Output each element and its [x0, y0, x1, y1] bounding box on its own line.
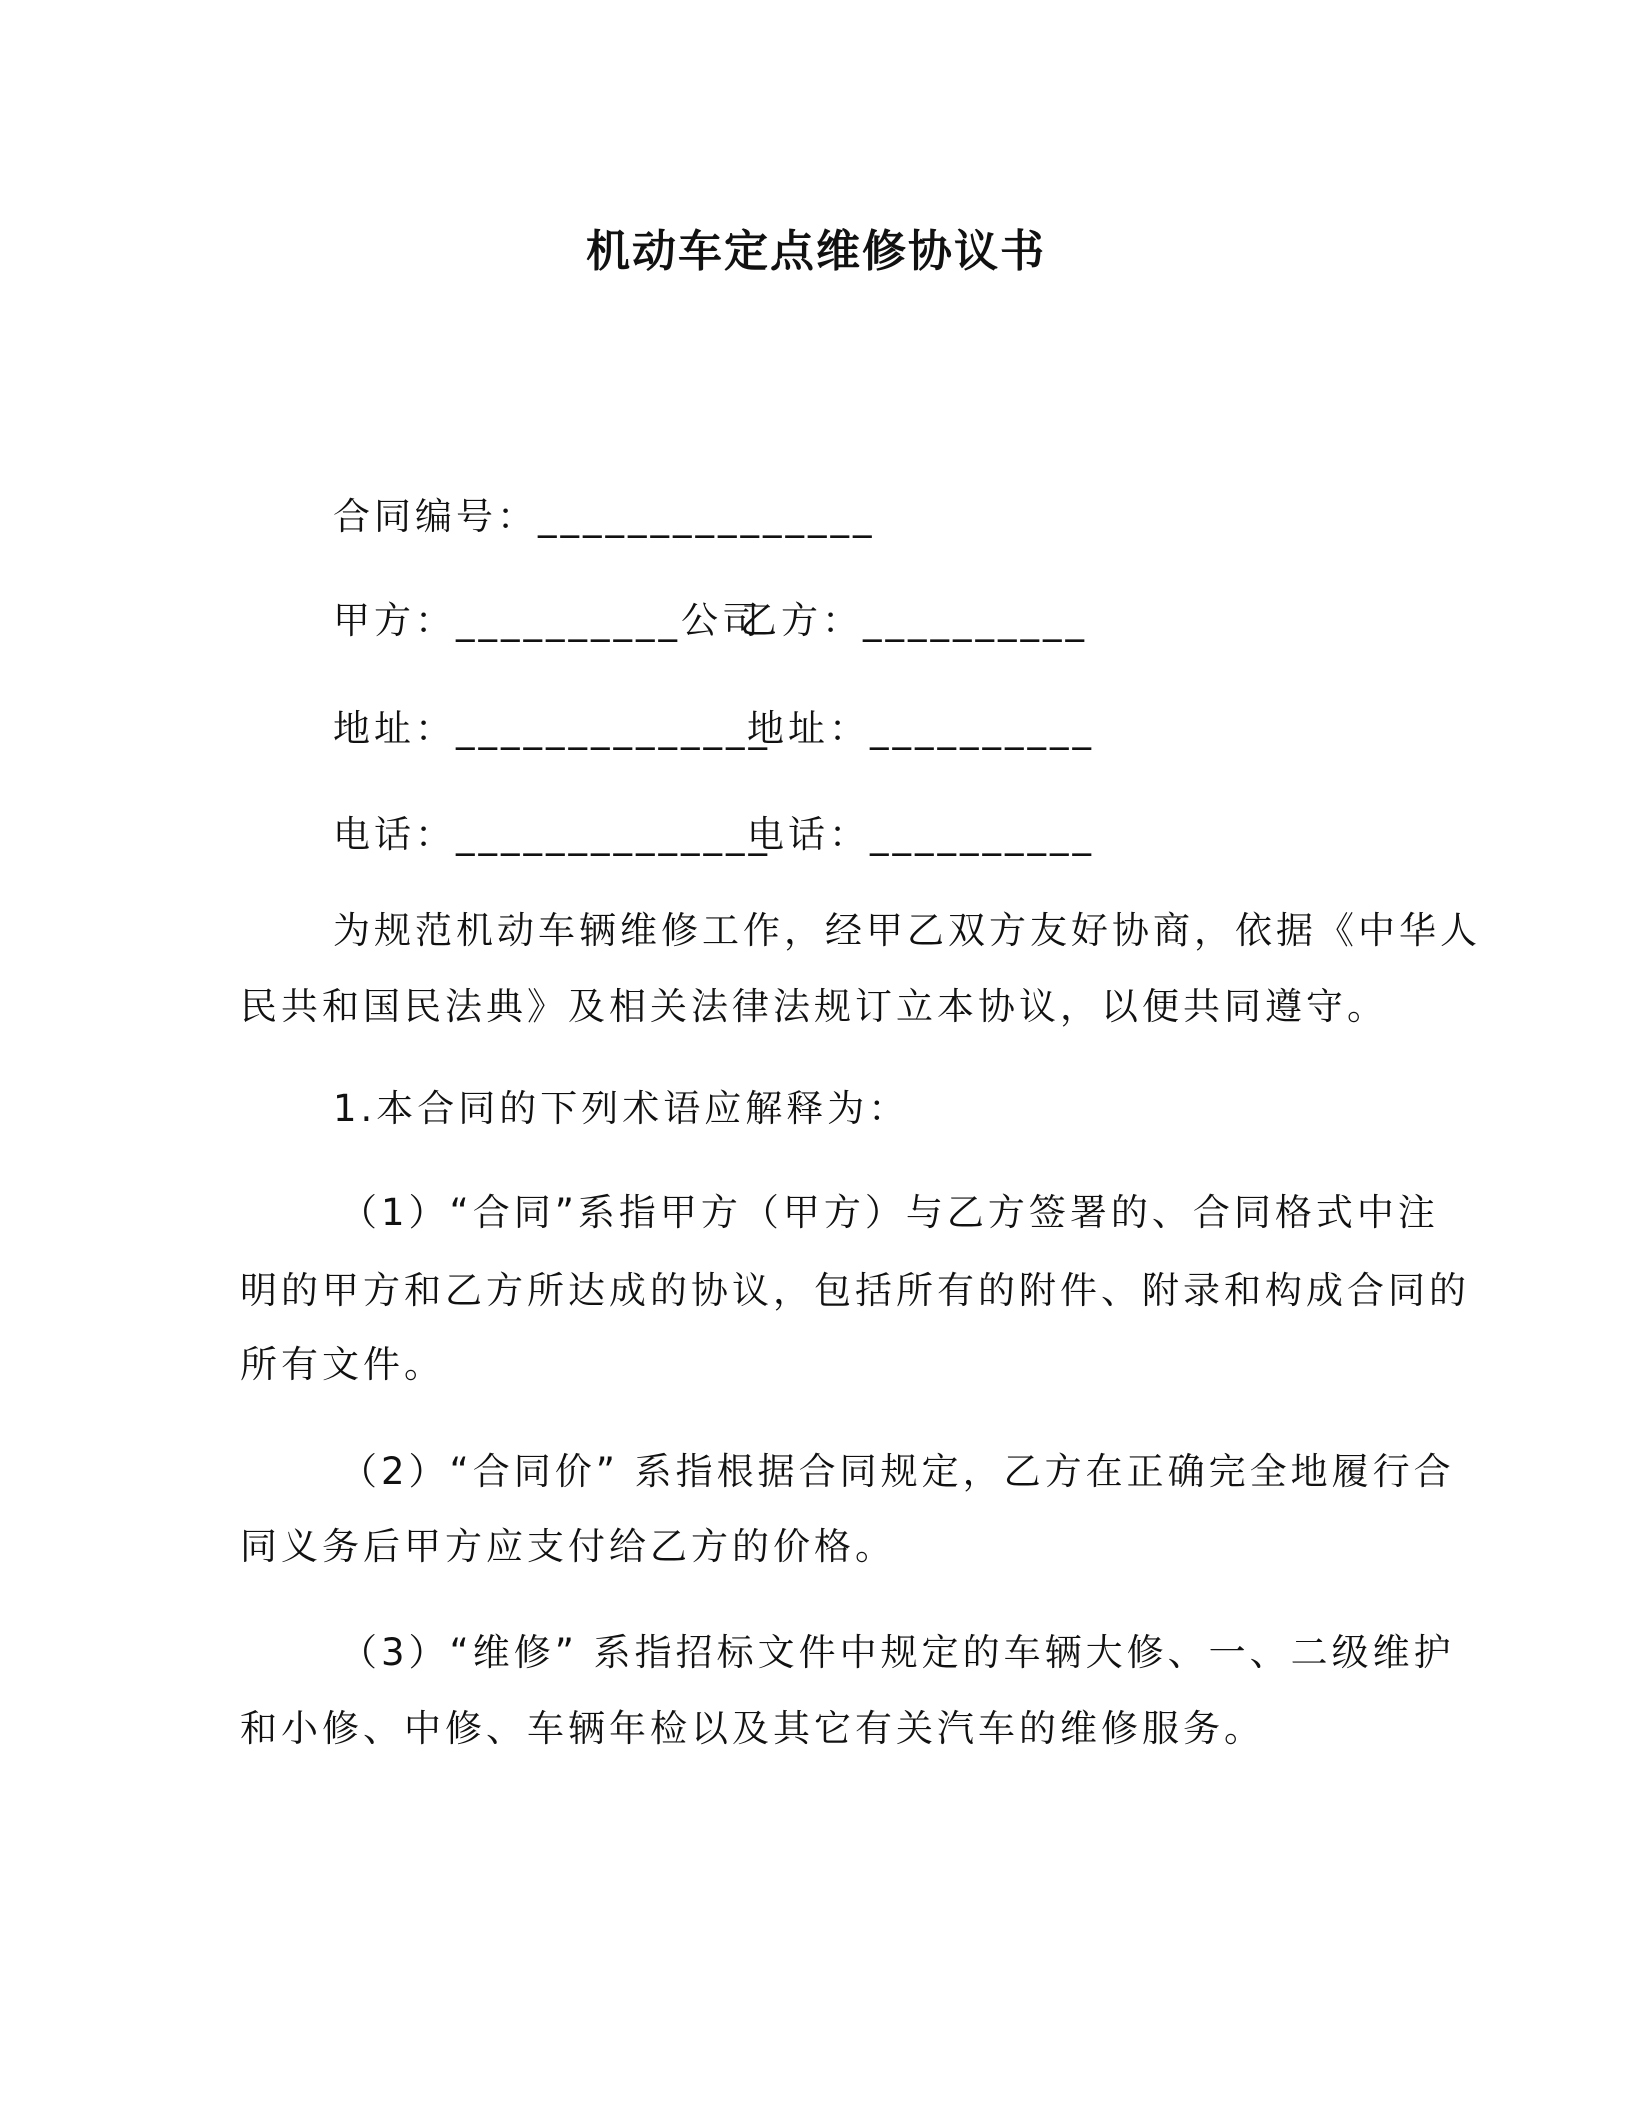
party-b-phone-field: 电话：__________ — [747, 813, 1095, 856]
term-3-line-1: （3）“维修” 系指招标文件中规定的车辆大修、一、二级维护 — [340, 1631, 1455, 1674]
party-b-address-field: 地址：__________ — [747, 707, 1095, 750]
document-title: 机动车定点维修协议书 — [586, 226, 1046, 277]
preamble-line-1: 为规范机动车辆维修工作，经甲乙双方友好协商，依据《中华人 — [333, 909, 1481, 952]
party-a-phone-field: 电话：______________ — [333, 813, 771, 856]
term-3-line-2: 和小修、中修、车辆年检以及其它有关汽车的维修服务。 — [240, 1707, 1265, 1750]
term-2-line-1: （2）“合同价” 系指根据合同规定，乙方在正确完全地履行合 — [340, 1450, 1455, 1493]
term-1-line-2: 明的甲方和乙方所达成的协议，包括所有的附件、附录和构成合同的 — [240, 1269, 1470, 1312]
clause-1-heading: 1.本合同的下列术语应解释为： — [333, 1087, 910, 1130]
party-a-address-field: 地址：______________ — [333, 707, 771, 750]
preamble-line-2: 民共和国民法典》及相关法律法规订立本协议，以便共同遵守。 — [240, 985, 1388, 1028]
term-2-line-2: 同义务后甲方应支付给乙方的价格。 — [240, 1525, 896, 1568]
party-b-field: 乙方：__________ — [740, 599, 1088, 642]
contract-number-field: 合同编号：_______________ — [333, 495, 876, 538]
term-1-line-3: 所有文件。 — [240, 1343, 445, 1386]
party-a-field: 甲方：__________公司 — [333, 599, 763, 642]
term-1-line-1: （1）“合同”系指甲方（甲方）与乙方签署的、合同格式中注 — [340, 1191, 1439, 1234]
